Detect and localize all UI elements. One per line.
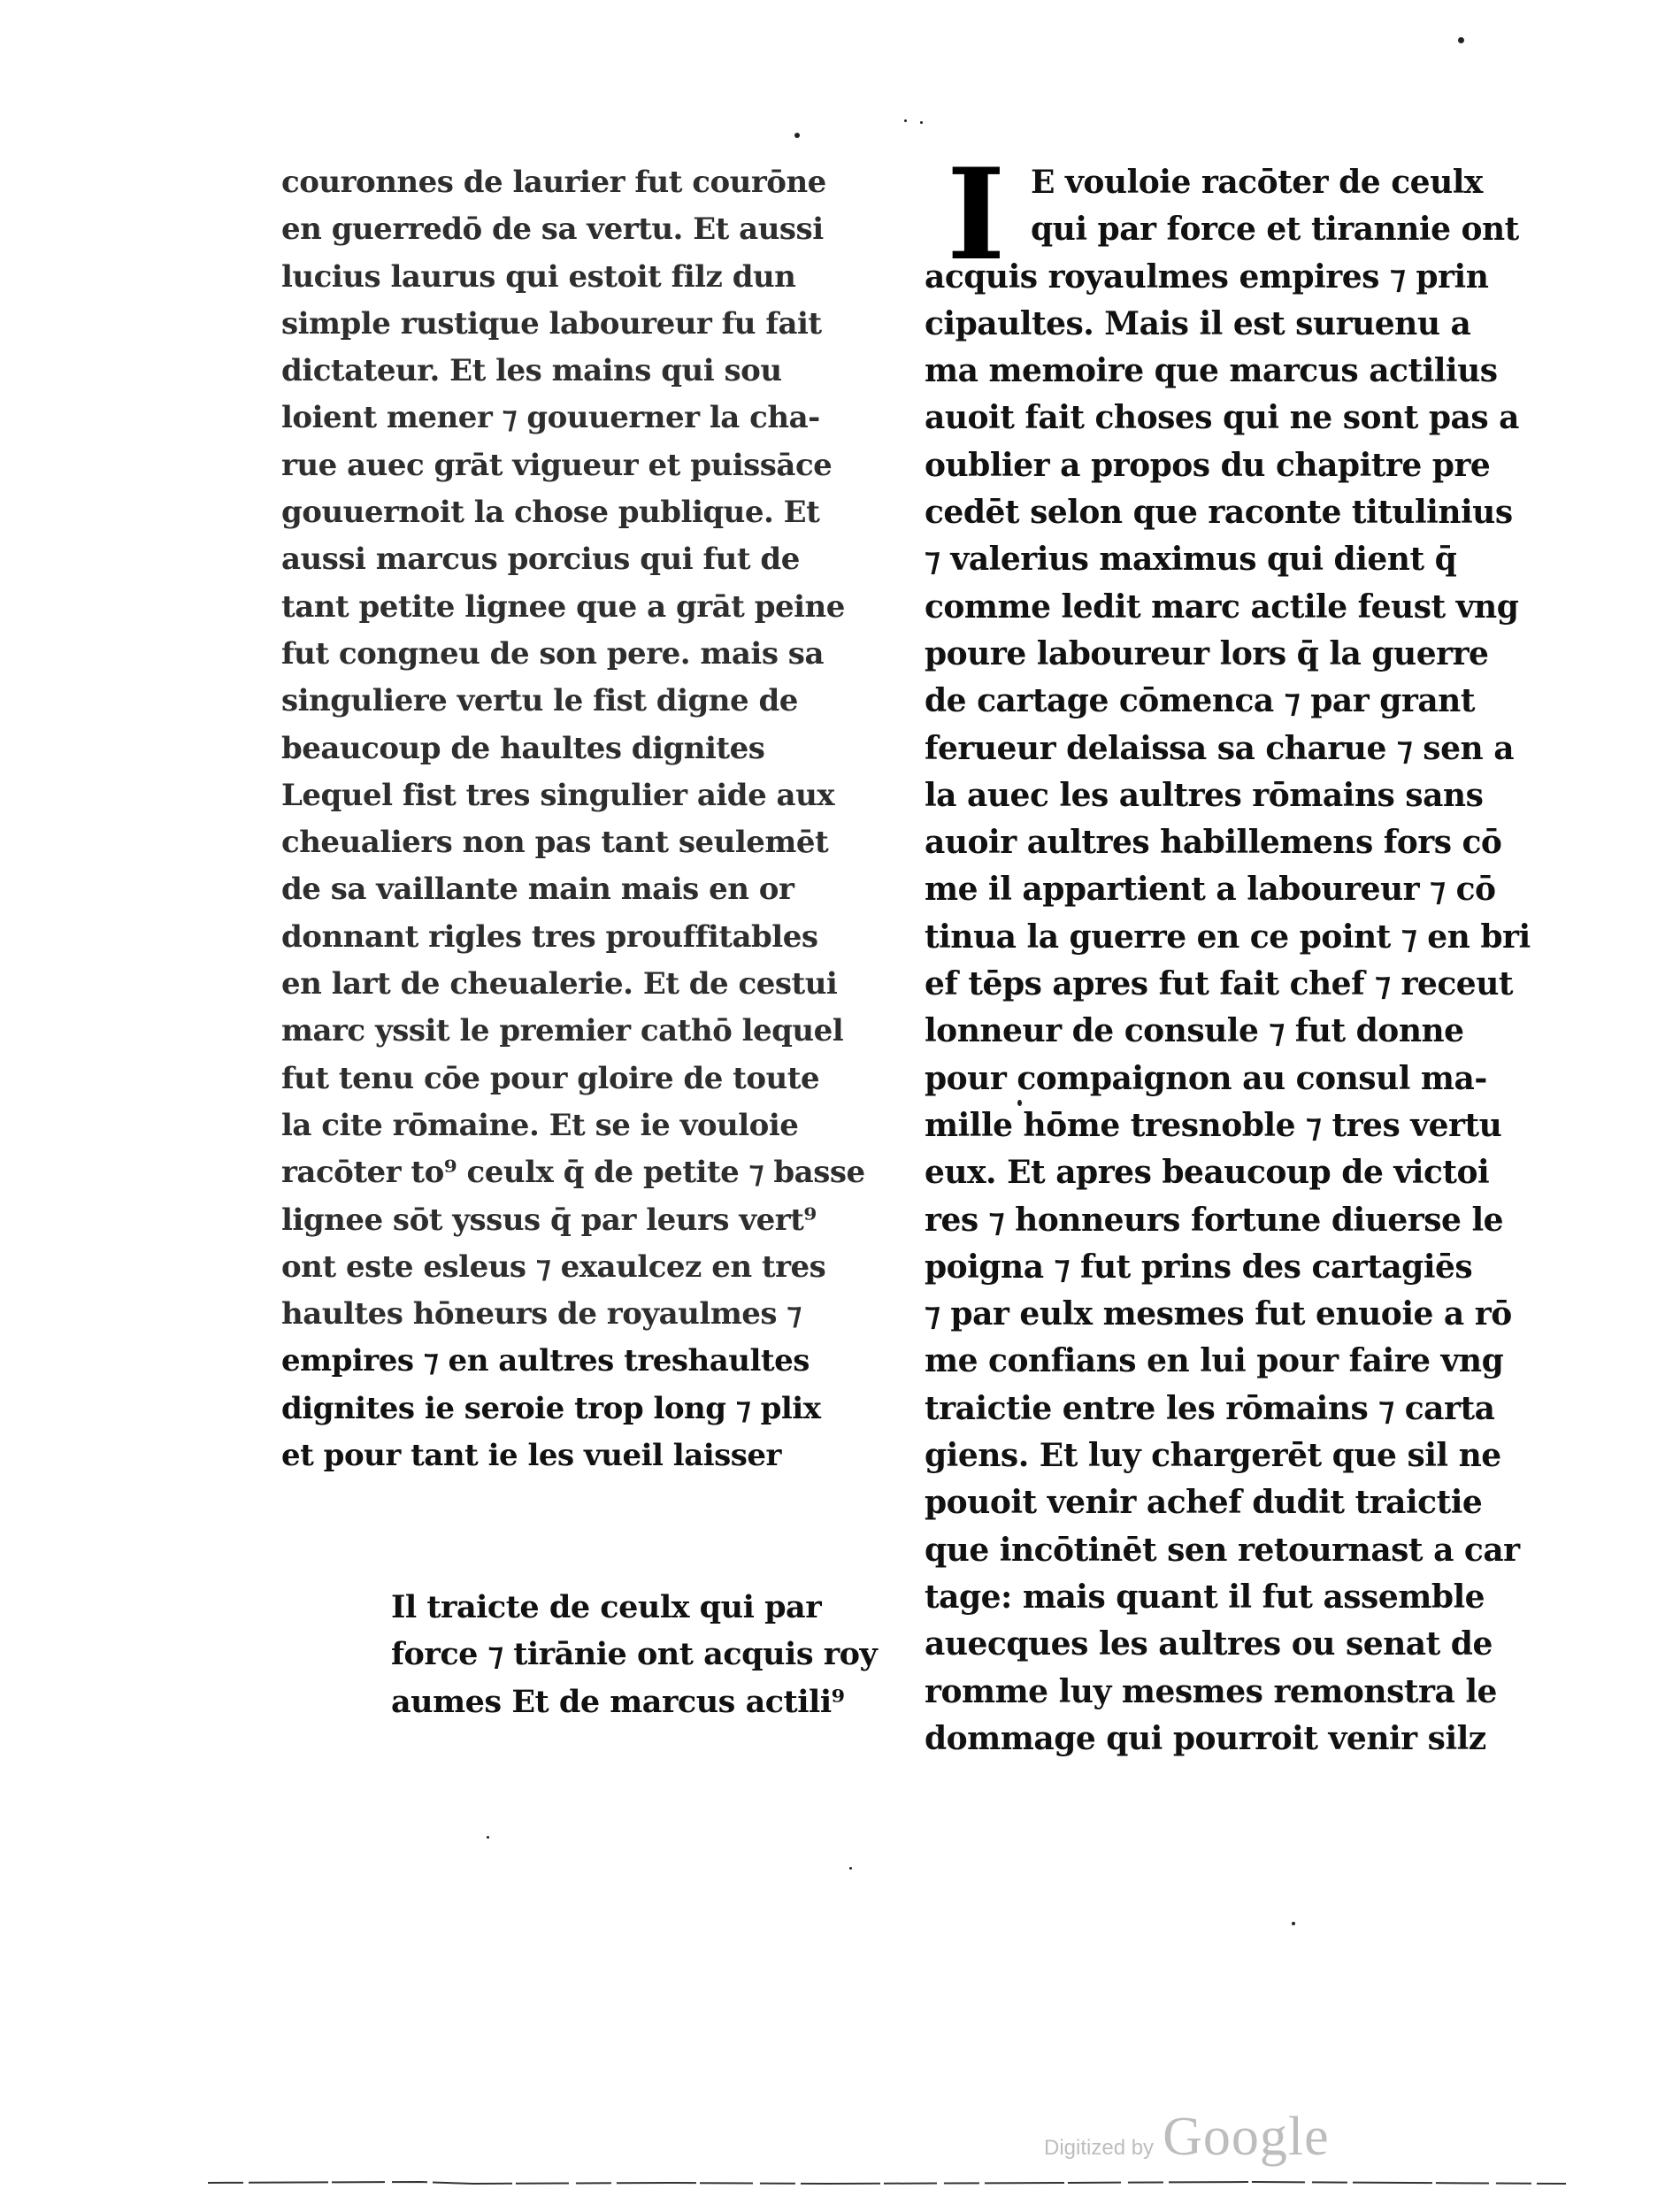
text-line: fut tenu cōe pour gloire de toute	[281, 1060, 820, 1096]
text-line: romme luy mesmes remonstra le	[925, 1672, 1497, 1710]
ink-speck	[1458, 37, 1464, 43]
chapter-heading	[391, 1584, 878, 1725]
scan-edge-line	[208, 2178, 1566, 2187]
text-line: giens. Et luy chargerēt que sil ne	[925, 1437, 1501, 1475]
text-line: comme ledit marc actile feust vng	[925, 588, 1519, 626]
left-text-column	[281, 159, 872, 1479]
text-line: ont este esleus ⁊ exaulcez en tres	[281, 1248, 826, 1285]
text-line: racōter to⁹ ceulx q̄ de petite ⁊ basse	[281, 1155, 865, 1191]
drop-initial: I	[947, 142, 1006, 288]
text-line: de sa vaillante main mais en or	[281, 872, 794, 908]
ink-speck	[1292, 1922, 1295, 1925]
text-line: loient mener ⁊ gouuerner la cha-	[281, 400, 820, 436]
text-line: ⁊ par eulx mesmes fut enuoie a rō	[925, 1295, 1512, 1333]
text-line: qui par force et tirannie ont	[1031, 211, 1519, 249]
text-line: tinua la guerre en ce point ⁊ en bri	[925, 918, 1531, 956]
heading-line: force ⁊ tirānie ont acquis roy	[391, 1636, 878, 1673]
text-line: ef tēps apres fut fait chef ⁊ receut	[925, 965, 1514, 1003]
text-line: cheualiers non pas tant seulemēt	[281, 825, 829, 861]
text-line: acquis royaulmes empires ⁊ prin	[925, 257, 1489, 296]
text-line: auoit fait choses qui ne sont pas a	[925, 399, 1519, 437]
heading-line: aumes Et de marcus actili⁹	[391, 1683, 845, 1720]
text-line: haultes hōneurs de royaulmes ⁊	[281, 1296, 802, 1333]
text-line: E vouloie racōter de ceulx	[1031, 164, 1483, 201]
watermark-prefix: Digitized by	[1044, 2136, 1155, 2160]
text-line: en guerredō de sa vertu. Et aussi	[281, 211, 824, 248]
text-line: singuliere vertu le fist digne de	[281, 683, 798, 719]
ink-speck	[794, 133, 800, 138]
text-line: beaucoup de haultes dignites	[281, 730, 765, 766]
text-line: donnant rigles tres prouffitables	[281, 918, 818, 955]
text-line: rue auec grāt vigueur et puissāce	[281, 447, 833, 483]
text-line: fut congneu de son pere. mais sa	[281, 635, 824, 672]
text-line: traictie entre les rōmains ⁊ carta	[925, 1389, 1495, 1427]
right-text-column	[925, 142, 1535, 1763]
text-line: gouuernoit la chose publique. Et	[281, 495, 820, 531]
text-line: lignee sōt yssus q̄ par leurs vert⁹	[281, 1202, 817, 1238]
text-line: empires ⁊ en aultres treshaultes	[281, 1343, 810, 1379]
ink-speck	[849, 1867, 852, 1870]
text-line: ma memoire que marcus actilius	[925, 352, 1498, 390]
google-logo: Google	[1163, 2107, 1330, 2167]
text-line: en lart de cheualerie. Et de cestui	[281, 966, 838, 1002]
text-line: et pour tant ie les vueil laisser	[281, 1438, 781, 1474]
text-line: res ⁊ honneurs fortune diuerse le	[925, 1201, 1504, 1239]
text-line: pour compaignon au consul ma-	[925, 1059, 1487, 1097]
text-line: ferueur delaissa sa charue ⁊ sen a	[925, 729, 1515, 767]
text-line: poure laboureur lors q̄ la guerre	[925, 634, 1489, 672]
text-line: cedēt selon que raconte titulinius	[925, 494, 1513, 532]
text-line: tant petite lignee que a grāt peine	[281, 588, 845, 625]
text-line: dignites ie seroie trop long ⁊ plix	[281, 1390, 821, 1426]
text-line: la cite rōmaine. Et se ie vouloie	[281, 1107, 799, 1143]
google-watermark	[1044, 2106, 1330, 2167]
text-line: cipaultes. Mais il est suruenu a	[925, 304, 1471, 342]
text-line: aussi marcus porcius qui fut de	[281, 541, 800, 578]
text-line: Lequel fist tres singulier aide aux	[281, 777, 835, 813]
text-line: tage: mais quant il fut assemble	[925, 1578, 1485, 1616]
text-line: mille hōme tresnoble ⁊ tres vertu	[925, 1106, 1502, 1144]
ink-speck	[1017, 1100, 1022, 1106]
text-line: que incōtinēt sen retournast a car	[925, 1531, 1520, 1569]
text-line: dommage qui pourroit venir silz	[925, 1719, 1486, 1757]
text-line: auecques les aultres ou senat de	[925, 1625, 1493, 1663]
ink-speck	[487, 1836, 489, 1839]
ink-speck	[904, 119, 907, 122]
text-line: ⁊ valerius maximus qui dient q̄	[925, 541, 1457, 579]
text-line: oublier a propos du chapitre pre	[925, 446, 1491, 484]
text-line: marc yssit le premier cathō lequel	[281, 1013, 844, 1049]
text-line: de cartage cōmenca ⁊ par grant	[925, 682, 1475, 720]
text-line: simple rustique laboureur fu fait	[281, 305, 822, 342]
text-line: me confians en lui pour faire vng	[925, 1342, 1504, 1380]
heading-line: Il traicte de ceulx qui par	[391, 1589, 822, 1625]
ink-speck	[920, 121, 923, 124]
text-line: couronnes de laurier fut courōne	[281, 165, 826, 200]
text-line: pouoit venir achef dudit traictie	[925, 1484, 1483, 1522]
text-line: lonneur de consule ⁊ fut donne	[925, 1012, 1464, 1050]
text-line: lucius laurus qui estoit filz dun	[281, 258, 796, 295]
text-line: eux. Et apres beaucoup de victoi	[925, 1154, 1490, 1192]
text-line: poigna ⁊ fut prins des cartagiēs	[925, 1248, 1473, 1286]
text-line: me il appartient a laboureur ⁊ cō	[925, 871, 1496, 909]
text-line: la auec les aultres rōmains sans	[925, 776, 1484, 814]
text-line: dictateur. Et les mains qui sou	[281, 353, 782, 389]
text-line: auoir aultres habillemens fors cō	[925, 824, 1502, 862]
